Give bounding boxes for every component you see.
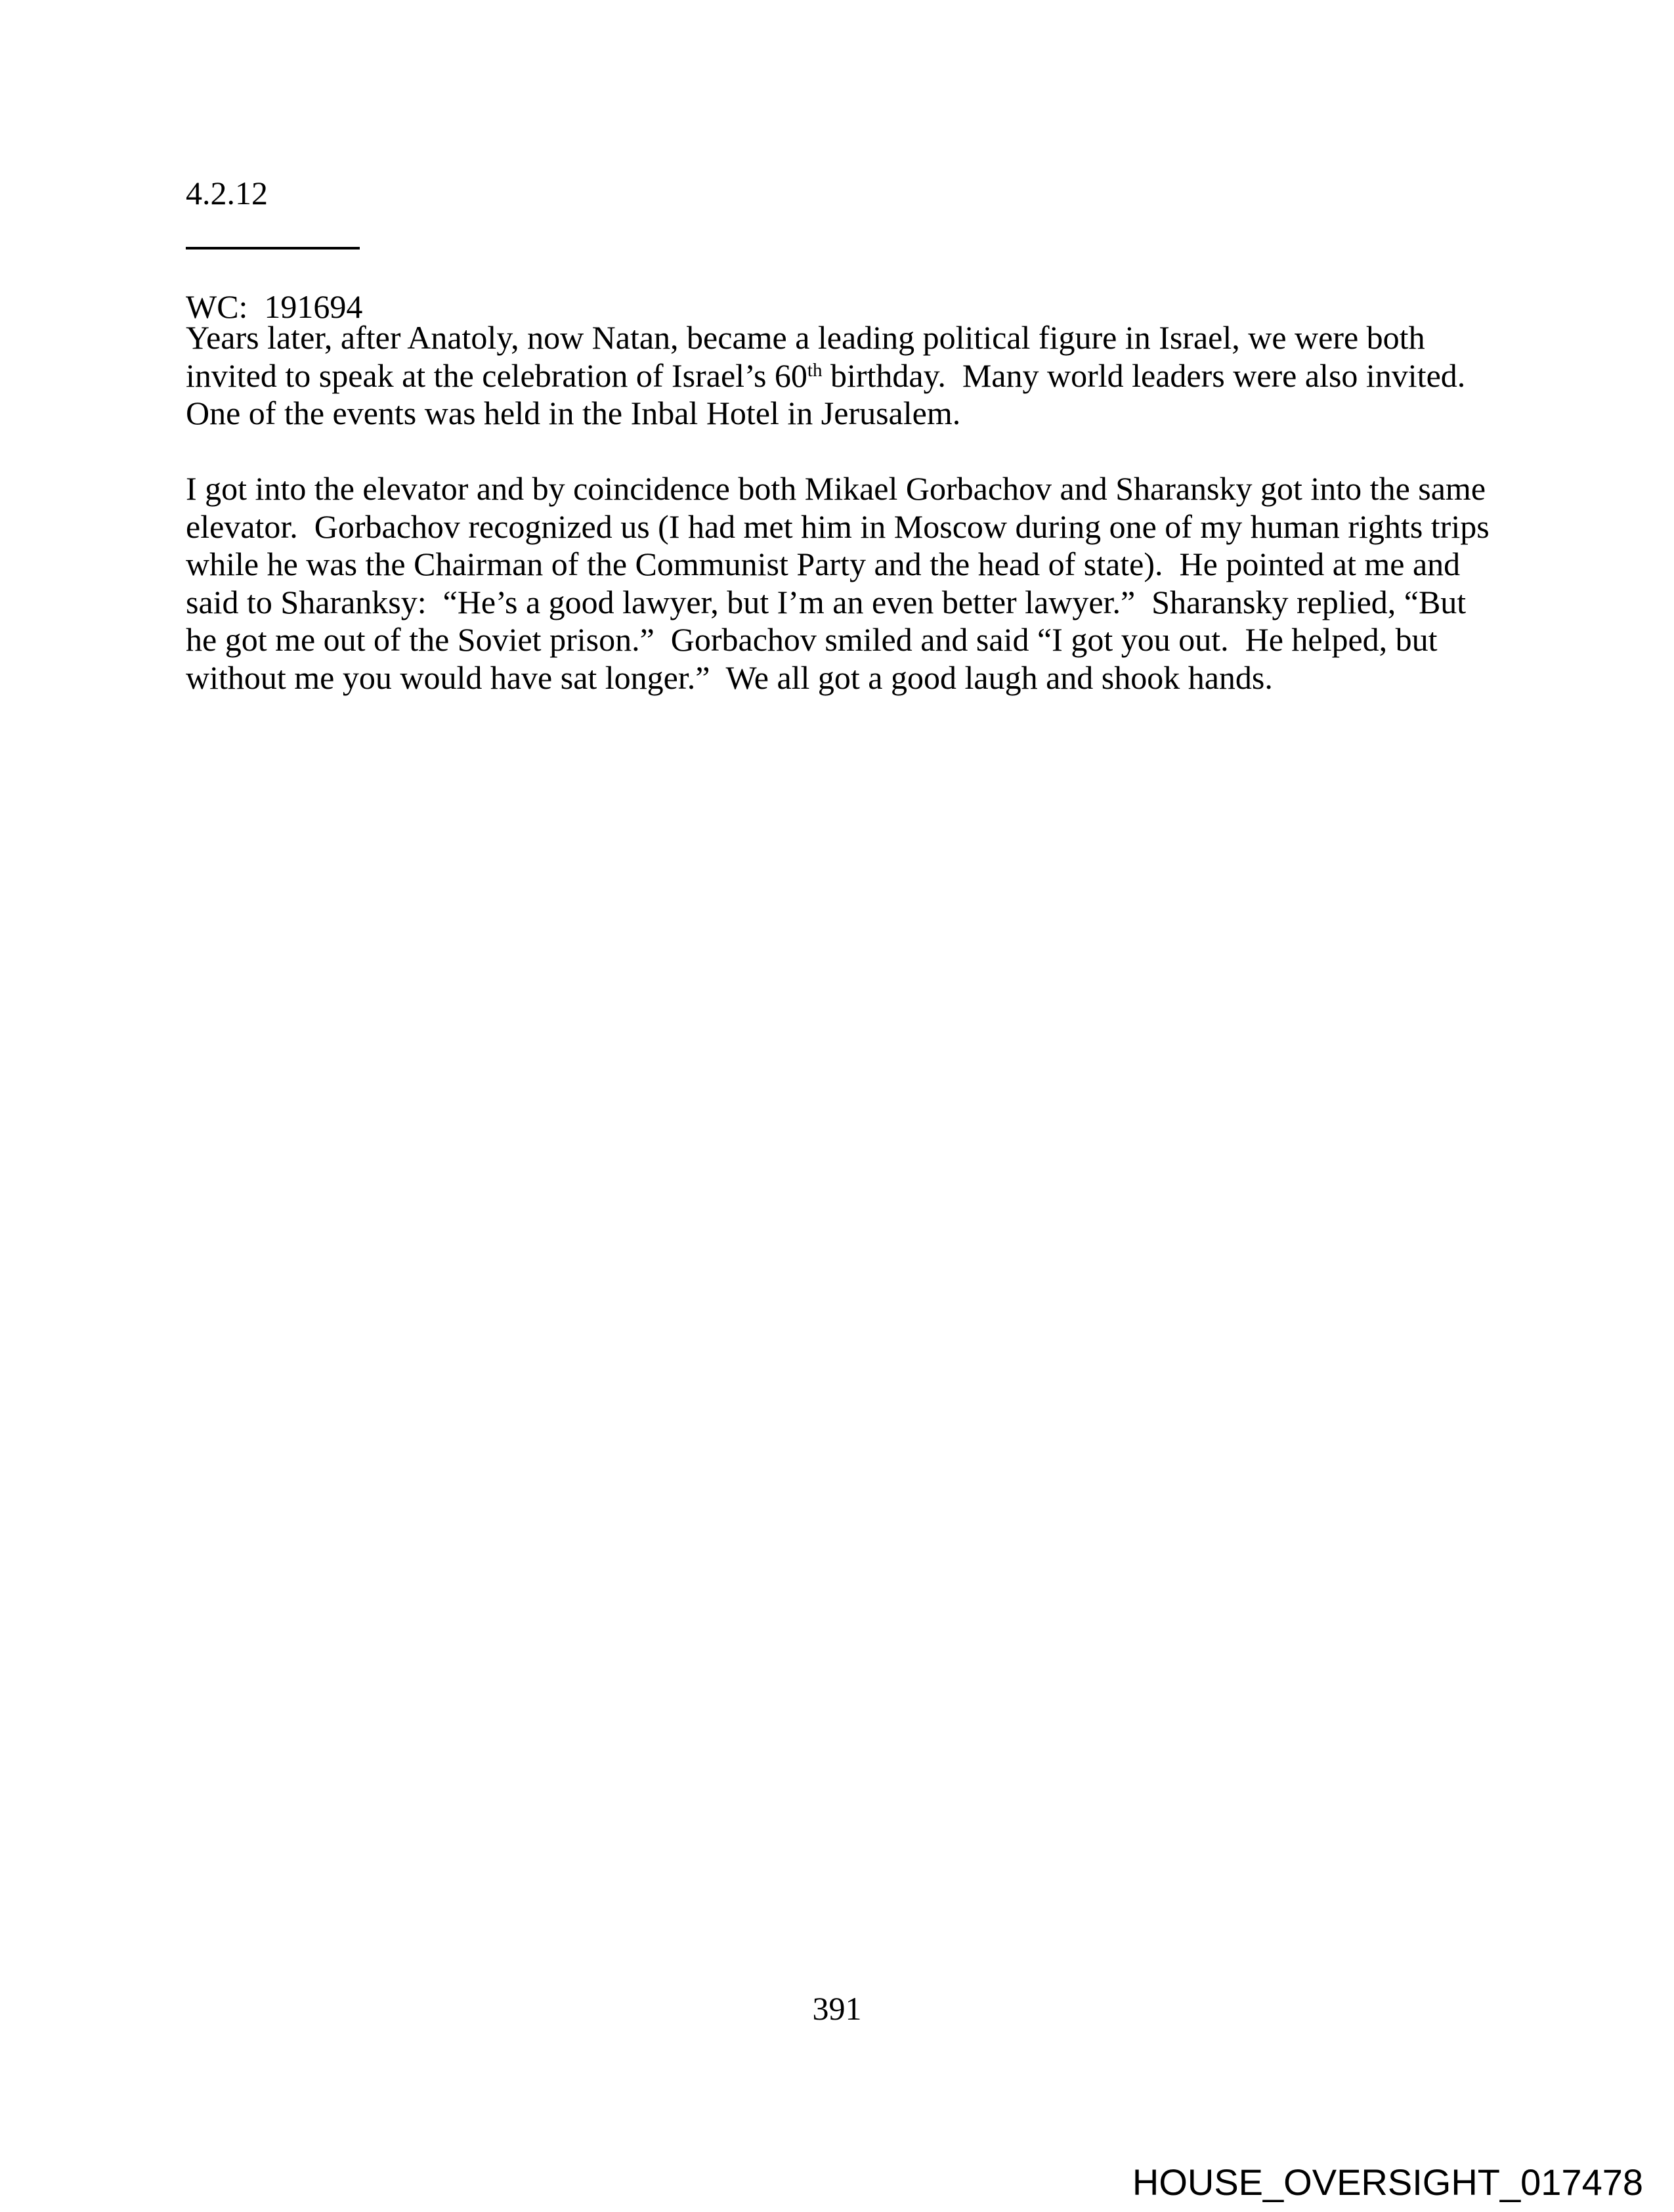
paragraph-1 — [186, 319, 1493, 433]
bates-stamp: HOUSE_OVERSIGHT_017478 — [1132, 2161, 1643, 2203]
paragraph-1-text-before-superscript: Years later, after Anatoly, now Natan, became a leading political figure in Israel, we were both invited to speak at the celebration of Israel’s 60 — [186, 319, 1434, 394]
blank-underline-rule — [186, 247, 360, 249]
header-word-count-line: WC: 191694 — [186, 288, 363, 325]
page-number: 391 — [812, 1990, 862, 2027]
ordinal-superscript-th: th — [807, 359, 823, 381]
paragraph-2: I got into the elevator and by coincidence both Mikael Gorbachov and Sharansky got into the same elevator. Gorbachov recognized us (I had met him in Moscow during one of my human rights trips while he was the Chairman of the Communist Party and the head of state). He pointed at me and said to Sharanksy: “He’s a good lawyer, but I’m an even better lawyer.” Sharansky replied, “But he got me out of the Soviet prison.” Gorbachov smiled and said “I got you out. He helped, but without me you would have sat longer.” We all got a good laugh and shook hands. — [186, 470, 1498, 696]
header-date-line: 4.2.12 — [186, 175, 268, 211]
paragraph-1-text-after-superscript: birthday. Many world leaders were also invited. One of the events was held in the Inbal Hotel in Jerusalem. — [186, 357, 1482, 431]
